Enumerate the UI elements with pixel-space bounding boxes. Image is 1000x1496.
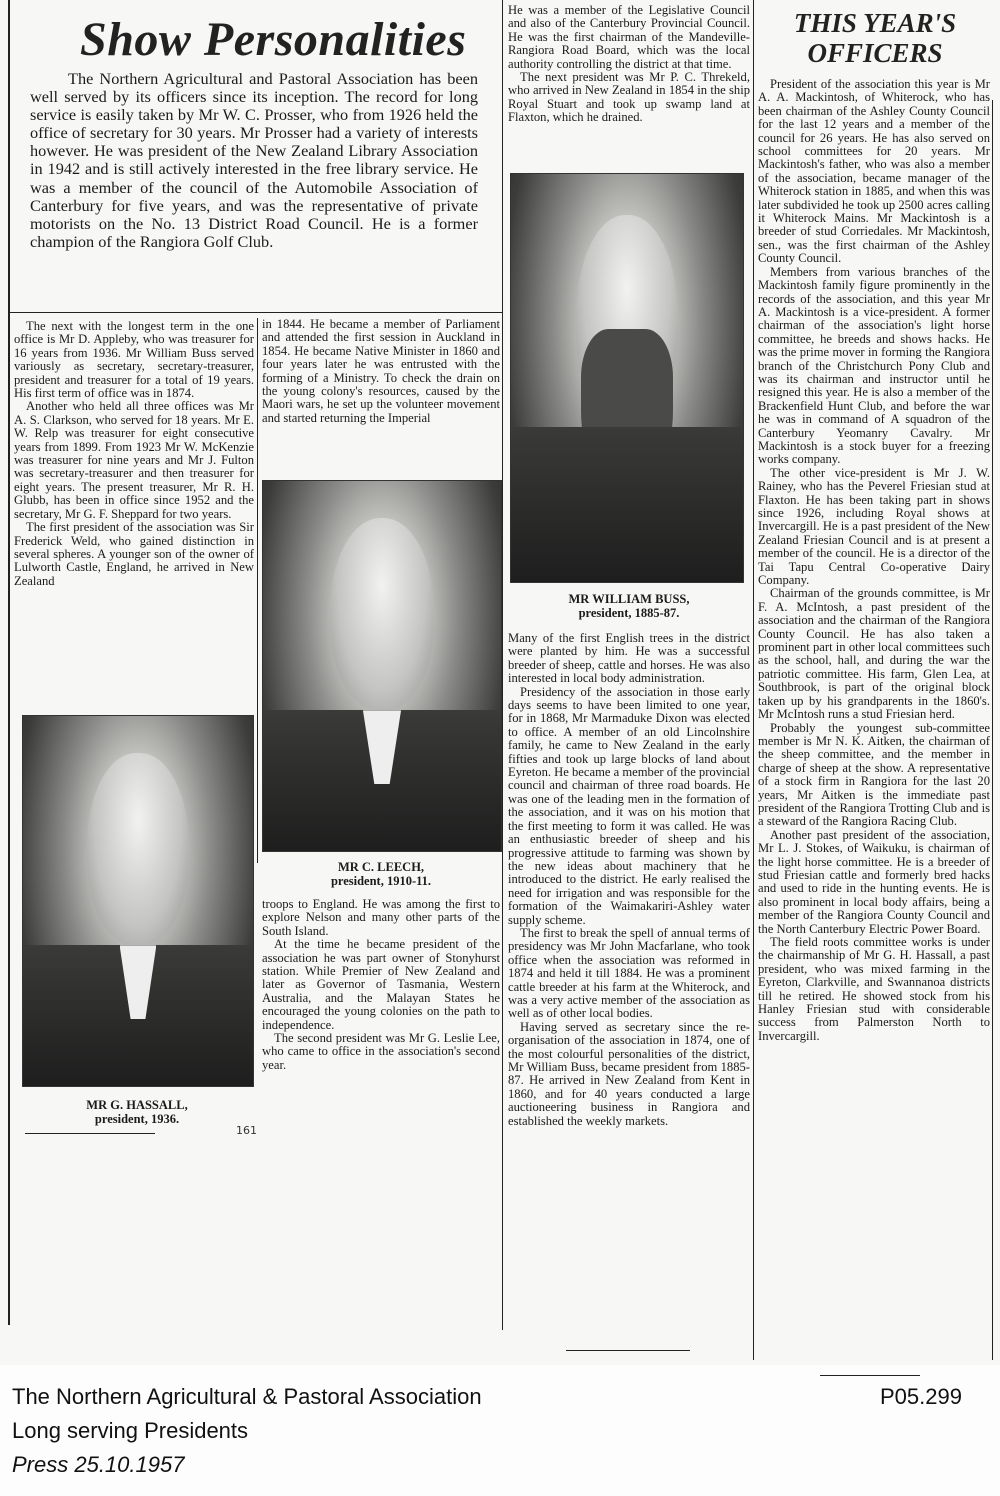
- footer-source: Press 25.10.1957: [12, 1452, 185, 1477]
- column-3-paragraph: The next president was Mr P. C. Threkeld, who arrived in New Zealand in 1854 in the ship Royal Stuart and took up swamp land at Flaxton, which he drained.: [508, 70, 750, 125]
- column-rule-3: [753, 0, 754, 1360]
- footer-title: The Northern Agricultural & Pastoral Association: [12, 1384, 482, 1409]
- sidebar-heading-line-1: THIS YEAR'S: [793, 8, 957, 38]
- column-3: [508, 4, 750, 125]
- caption-name: MR C. LEECH,: [337, 860, 425, 874]
- sidebar-column: [758, 78, 990, 1043]
- sidebar-paragraph: The field roots committee works is under the chairmanship of Mr G. H. Hassall, a past president, who was mixed farming in the Eyreton, Clarkville, and Swannanoa districts till he retired. He showed stock from his Hanley Friesian stud with considerable success from Palmerston North to Invercargill.: [758, 935, 990, 1043]
- right-border-rule: [992, 100, 993, 1360]
- column-3-continued: [508, 632, 750, 1128]
- column-3-paragraph: He was a member of the Legislative Council and also of the Canterbury Provincial Council. He was the first chairman of the Mandeville-Rangiora Road Board, which was the local authority controlling the district at that time.: [508, 3, 750, 71]
- photo-william-buss: [510, 173, 744, 583]
- column-2-continued: [262, 898, 500, 1072]
- portrait-coat: [511, 427, 743, 582]
- column-2: [262, 318, 500, 425]
- column-2-paragraph: in 1844. He became a member of Parliament and attended the first session in Auckland in 1854. He became Native Minister in 1860 and four years later he was entrusted with the forming of a Ministry. To check the drain on the young colony's resources, caused by the Maori wars, he set up the volunteer movement and started returning the Imperial: [262, 317, 500, 425]
- portrait-head: [87, 753, 188, 945]
- column-3-paragraph: Having served as secretary since the re-organisation of the association in 1874, one of the most colourful personalities of the district, Mr William Buss, became president from 1885-87. He arrived in New Zealand from Kent in 1860, and for 40 years conducted a large auctioneering business in Rangiora and established the weekly markets.: [508, 1019, 750, 1128]
- headline: Show Personalities: [80, 13, 467, 66]
- footer-subtitle: Long serving Presidents: [12, 1418, 249, 1443]
- sidebar-paragraph: Members from various branches of the Mackintosh family figure prominently in the records of the association, and this year Mr A. Mackintosh is a vice-president. A former chairman of the association's light horse committee, he breeds and shows hacks. He was the prime mover in forming the Rangiora branch of the Christchurch Pony Club and was its chairman and instructor until he resigned this year. He is also a member of the Brackenfield Hunt Club, and before the war he was in command of A squadron of the Canterbury Yeomanry Cavalry. Mr Mackintosh is a stock buyer for a freezing works company.: [758, 264, 990, 467]
- column-3-paragraph: Many of the first English trees in the district were planted by him. He was a successful breeder of sheep, cattle and horses. He was also interested in local body administration.: [508, 631, 750, 686]
- column-2-paragraph: The second president was Mr G. Leslie Lee, who came to office in the association's second year.: [262, 1031, 500, 1072]
- column-3-end-rule: [566, 1350, 690, 1351]
- sidebar-paragraph: Probably the youngest sub-committee member is Mr N. K. Aitken, the chairman of the sheep committee, and the member in charge of sheep at the show. A representative of a stock firm in Rangiora for the last 20 years, Mr Aitken is the immediate past president of the Rangiora Trotting Club and is a steward of the Rangiora Racing Club.: [758, 720, 990, 829]
- column-2-paragraph: troops to England. He was among the first to explore Nelson and many other parts of the South Island.: [262, 897, 500, 938]
- column-rule-1: [257, 318, 258, 863]
- sidebar-paragraph: Another past president of the association, Mr L. J. Stokes, of Waikuku, is chairman of the light horse committee. He is a breeder of stud Friesian cattle and formerly bred hacks and used to ride in the hunting events. He is also prominent in local body affairs, being a member of the Rangiora County Council and the North Canterbury Electric Power Board.: [758, 827, 990, 936]
- column-3-paragraph: The first to break the spell of annual terms of presidency was Mr John Macfarlane, who took office when the association was reformed in 1874 and held it till 1884. He was a prominent cattle breeder at his farm at the Whiterock, and was a very active member of the association as well as of other local bodies.: [508, 925, 750, 1021]
- photo-g-hassall: [22, 715, 254, 1087]
- caption-role: president, 1936.: [94, 1112, 180, 1126]
- sidebar-paragraph: President of the association this year is Mr A. A. Mackintosh, of Whiterock, who has been chairman of the Ashley County Council for the last 12 years and a member of the council for 26 years. He has also served on school committees for 20 years. Mr Mackintosh's father, who was also a member of the association, became manager of the Whiterock station in 1885, and when this was later subdivided he took up 2500 acres calling it Whiterock Mains. Mr Mackintosh is a breeder of stud Corriedales. Mr Mackintosh, sen., was the first chairman of the Ashley County Council.: [758, 77, 990, 266]
- portrait-head: [330, 518, 435, 710]
- footer-reference: P05.299: [880, 1384, 962, 1409]
- column-rule-2: [502, 0, 503, 1330]
- caption-william-buss: [508, 592, 750, 620]
- column-1-paragraph: The next with the longest term in the one office is Mr D. Appleby, who was treasurer for 16 years from 1936. Mr William Buss served variously as secretary, secretary-treasurer, president and treasurer for a total of 19 years. His first term of office was in 1874.: [14, 319, 254, 401]
- caption-g-hassall: [22, 1098, 252, 1126]
- sidebar-heading-line-2: OFFICERS: [807, 38, 943, 68]
- column-1-end-rule: [25, 1133, 155, 1134]
- caption-name: MR G. HASSALL,: [86, 1098, 188, 1112]
- handwritten-mark: 161: [236, 1124, 257, 1137]
- column-1: [14, 320, 254, 588]
- caption-role: president, 1885-87.: [578, 606, 680, 620]
- sidebar-end-rule: [820, 1375, 920, 1376]
- caption-c-leech: [262, 860, 500, 888]
- column-1-paragraph: The first president of the association was Sir Frederick Weld, who gained distinction in several spheres. A younger son of the owner of Lulworth Castle, England, he arrived in New Zealand: [14, 520, 254, 588]
- column-2-paragraph: At the time he became president of the association he was part owner of Stonyhurst station. While Premier of New Zealand and later as Governor of Tasmania, Western Australia, and the Malayan States he encouraged the young colonies on the path to independence.: [262, 937, 500, 1032]
- caption-name: MR WILLIAM BUSS,: [568, 592, 690, 606]
- intro-bottom-rule: [8, 312, 502, 313]
- sidebar-paragraph: Chairman of the grounds committee, is Mr F. A. McIntosh, a past president of the association and the chairman of the Rangiora County Council. He has also taken a prominent part in other local committees such as the school, hall, and during the war the patriotic committee. His farm, Glen Lea, at Southbrook, is part of the original block taken up by his grandparents in the 1860's. Mr McIntosh runs a stud Friesian herd.: [758, 586, 990, 722]
- column-1-paragraph: Another who held all three offices was Mr A. S. Clarkson, who served for 18 years. Mr E. W. Relp was treasurer for eight consecutive years from 1899. From 1923 Mr W. McKenzie was treasurer for nine years and Mr J. Fulton was secretary-treasurer and then treasurer for eight years. The present treasurer, Mr R. H. Glubb, has been in office since 1952 and the secretary, Mr G. F. Sheppard for two years.: [14, 399, 254, 521]
- left-border-rule: [8, 0, 10, 1325]
- column-3-paragraph: Presidency of the association in those early days seems to have been limited to one year, for in 1868, Mr Marmaduke Dixon was elected to office. A member of an old Lincolnshire family, he came to New Zealand in the early fifties and took up large blocks of land about Eyreton. He became a member of the provincial council and chairman of three road boards. He was one of the leading men in the formation of the association, and it was on his motion that the first meeting to form it was called. He was an enthusiastic breeder of sheep and his progressive attitude to farming was shown by the new ideas about machinery that he introduced to the district. He early realised the need for irrigation and was responsible for the formation of the Waimakariri-Ashley water supply scheme.: [508, 684, 750, 927]
- sidebar-heading: [760, 8, 990, 68]
- photo-c-leech: [262, 480, 502, 852]
- caption-role: president, 1910-11.: [330, 874, 432, 888]
- sidebar-paragraph: The other vice-president is Mr J. W. Rainey, who has the Peverel Friesian stud at Flaxton. He has been taking part in shows since 1926, including Royal shows at Invercargill. He is a past president of the New Zealand Friesian Council and is at present a member of the council. He is a director of the Tai Tapu Central Co-operative Dairy Company.: [758, 465, 990, 588]
- intro-text: The Northern Agricultural and Pastoral Association has been well served by its officers since its inception. The record for long service is easily taken by Mr W. C. Prosser, who from 1926 held the office of secretary for 30 years. Mr Prosser had a variety of interests however. He was president of the New Zealand Library Association in 1942 and is still actively interested in the free library service. He was a member of the council of the Automobile Association of Canterbury for five years, and was the representative of private motorists on the No. 13 District Road Council. He is a former champion of the Rangiora Golf Club.: [30, 69, 478, 251]
- intro-paragraph: [30, 70, 478, 251]
